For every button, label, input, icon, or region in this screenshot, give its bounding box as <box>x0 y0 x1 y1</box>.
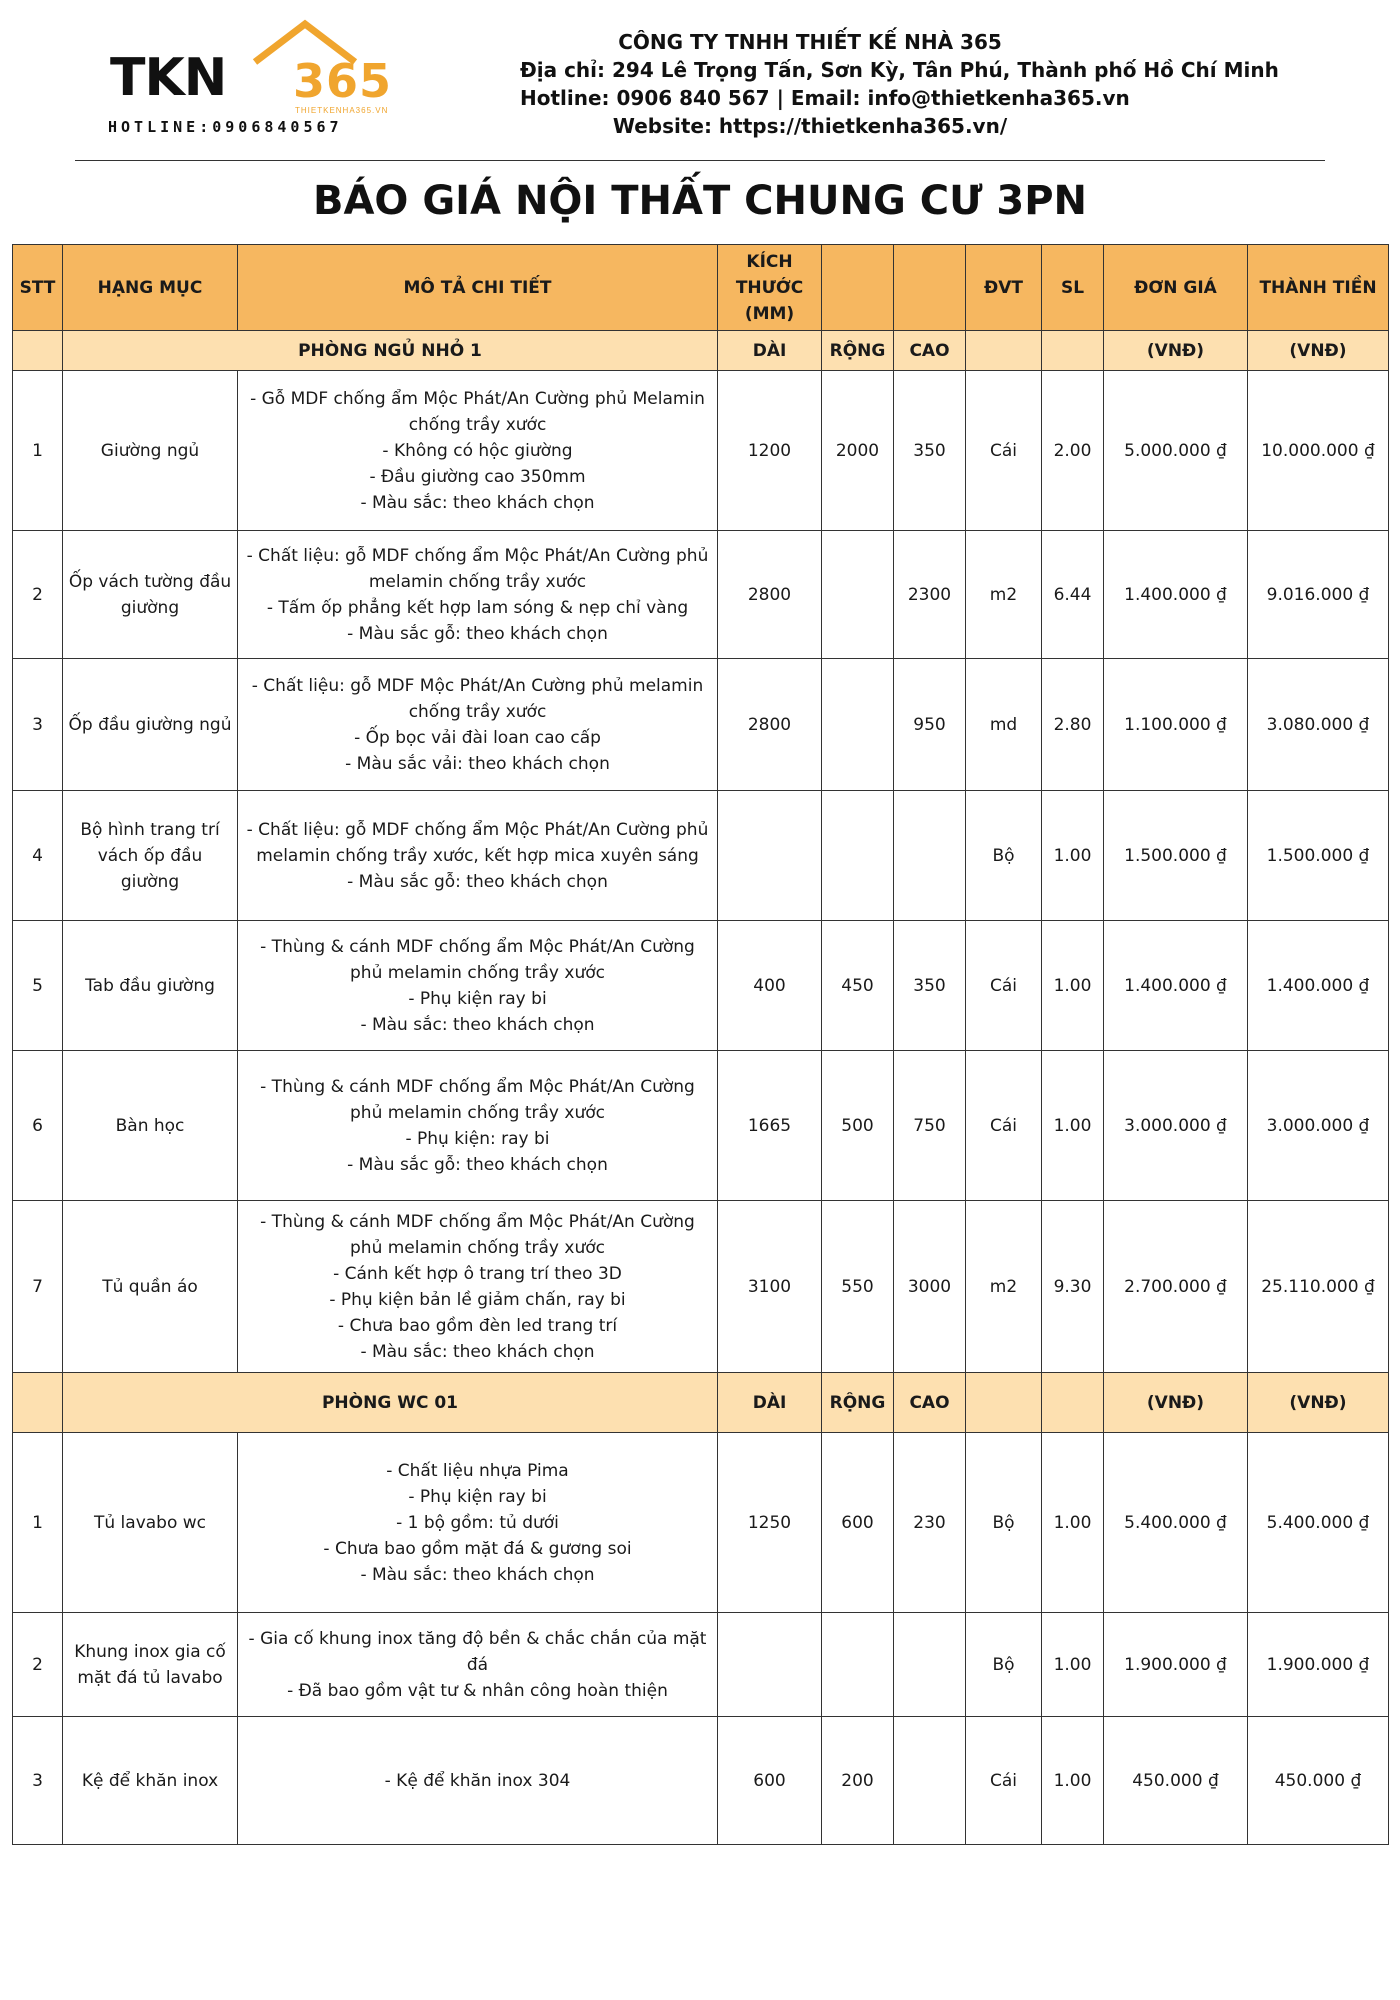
section-currency-total: (VNĐ) <box>1248 1373 1389 1433</box>
header-qty: SL <box>1042 245 1104 331</box>
cell-dai: 2800 <box>718 659 822 791</box>
cell-total: 450.000 ₫ <box>1248 1717 1389 1845</box>
table-row <box>13 659 1389 791</box>
cell-stt: 1 <box>13 371 63 531</box>
cell-total: 1.900.000 ₫ <box>1248 1613 1389 1717</box>
cell-category: Tủ lavabo wc <box>63 1433 238 1613</box>
cell-description: - Kệ để khăn inox 304 <box>238 1717 718 1845</box>
table-row <box>13 1433 1389 1613</box>
cell-category: Bộ hình trang trí vách ốp đầu giường <box>63 791 238 921</box>
cell-total: 25.110.000 ₫ <box>1248 1201 1389 1373</box>
document-title: BÁO GIÁ NỘI THẤT CHUNG CƯ 3PN <box>312 178 1088 224</box>
company-website[interactable]: Website: https://thietkenha365.vn/ <box>612 114 1008 138</box>
cell-stt: 3 <box>13 659 63 791</box>
cell-category: Kệ để khăn inox <box>63 1717 238 1845</box>
header-divider <box>75 160 1325 161</box>
section-dai: DÀI <box>718 1373 822 1433</box>
cell-qty: 2.80 <box>1042 659 1104 791</box>
cell-qty: 2.00 <box>1042 371 1104 531</box>
section-blank-cell <box>1042 1373 1104 1433</box>
header-blank-2 <box>894 245 966 331</box>
cell-rong: 600 <box>822 1433 894 1613</box>
cell-stt: 2 <box>13 531 63 659</box>
cell-unit: Bộ <box>966 791 1042 921</box>
cell-dai: 1665 <box>718 1051 822 1201</box>
cell-rong <box>822 1613 894 1717</box>
company-address: Địa chỉ: 294 Lê Trọng Tấn, Sơn Kỳ, Tân Phú, Thành phố Hồ Chí Minh <box>520 58 1279 82</box>
cell-price: 3.000.000 ₫ <box>1104 1051 1248 1201</box>
cell-total: 10.000.000 ₫ <box>1248 371 1389 531</box>
section-blank-cell <box>966 331 1042 371</box>
company-contact: Hotline: 0906 840 567 | Email: info@thietkenha365.vn <box>520 86 1130 110</box>
cell-cao: 3000 <box>894 1201 966 1373</box>
section-header-row <box>13 331 1389 371</box>
section-blank-cell <box>966 1373 1042 1433</box>
cell-price: 1.400.000 ₫ <box>1104 921 1248 1051</box>
table-row <box>13 921 1389 1051</box>
table-row <box>13 1201 1389 1373</box>
cell-stt: 4 <box>13 791 63 921</box>
cell-category: Ốp vách tường đầu giường <box>63 531 238 659</box>
cell-rong: 200 <box>822 1717 894 1845</box>
cell-price: 1.900.000 ₫ <box>1104 1613 1248 1717</box>
cell-description: - Chất liệu: gỗ MDF Mộc Phát/An Cường phủ melamin chống trầy xước - Ốp bọc vải đài loan cao cấp - Màu sắc vải: theo khách chọn <box>238 659 718 791</box>
cell-cao: 230 <box>894 1433 966 1613</box>
cell-total: 1.500.000 ₫ <box>1248 791 1389 921</box>
cell-price: 450.000 ₫ <box>1104 1717 1248 1845</box>
cell-cao: 2300 <box>894 531 966 659</box>
cell-cao <box>894 1717 966 1845</box>
section-rong: RỘNG <box>822 331 894 371</box>
cell-description: - Gỗ MDF chống ẩm Mộc Phát/An Cường phủ Melamin chống trầy xước - Không có hộc giường - Đầu giường cao 350mm - Màu sắc: theo khách chọn <box>238 371 718 531</box>
cell-stt: 6 <box>13 1051 63 1201</box>
header-stt: STT <box>13 245 63 331</box>
section-currency-price: (VNĐ) <box>1104 1373 1248 1433</box>
cell-unit: Bộ <box>966 1433 1042 1613</box>
cell-total: 1.400.000 ₫ <box>1248 921 1389 1051</box>
cell-dai <box>718 791 822 921</box>
cell-dai <box>718 1613 822 1717</box>
cell-category: Tab đầu giường <box>63 921 238 1051</box>
section-dai: DÀI <box>718 331 822 371</box>
section-currency-price: (VNĐ) <box>1104 331 1248 371</box>
cell-qty: 1.00 <box>1042 1717 1104 1845</box>
cell-unit: m2 <box>966 531 1042 659</box>
section-cao: CAO <box>894 331 966 371</box>
section-currency-total: (VNĐ) <box>1248 331 1389 371</box>
table-row <box>13 531 1389 659</box>
cell-description: - Chất liệu: gỗ MDF chống ẩm Mộc Phát/An Cường phủ melamin chống trầy xước, kết hợp mica xuyên sáng - Màu sắc gỗ: theo khách chọn <box>238 791 718 921</box>
cell-price: 1.500.000 ₫ <box>1104 791 1248 921</box>
cell-description: - Thùng & cánh MDF chống ẩm Mộc Phát/An Cường phủ melamin chống trầy xước - Phụ kiện ray bi - Màu sắc: theo khách chọn <box>238 921 718 1051</box>
cell-unit: Cái <box>966 921 1042 1051</box>
cell-description: - Thùng & cánh MDF chống ẩm Mộc Phát/An Cường phủ melamin chống trầy xước - Cánh kết hợp ô trang trí theo 3D - Phụ kiện bản lề giảm chấn, ray bi - Chưa bao gồm đèn led trang trí - Màu sắc: theo khách chọn <box>238 1201 718 1373</box>
cell-rong: 500 <box>822 1051 894 1201</box>
header-unit: ĐVT <box>966 245 1042 331</box>
cell-rong <box>822 791 894 921</box>
cell-price: 2.700.000 ₫ <box>1104 1201 1248 1373</box>
cell-stt: 1 <box>13 1433 63 1613</box>
table-row <box>13 1051 1389 1201</box>
cell-category: Ốp đầu giường ngủ <box>63 659 238 791</box>
cell-category: Khung inox gia cố mặt đá tủ lavabo <box>63 1613 238 1717</box>
cell-qty: 1.00 <box>1042 1613 1104 1717</box>
company-logo <box>105 18 405 138</box>
cell-qty: 1.00 <box>1042 1433 1104 1613</box>
section-name: PHÒNG NGỦ NHỎ 1 <box>63 331 718 371</box>
table-row <box>13 1717 1389 1845</box>
table-row <box>13 1613 1389 1717</box>
company-name: CÔNG TY TNHH THIẾT KẾ NHÀ 365 <box>618 30 1002 54</box>
cell-cao <box>894 1613 966 1717</box>
cell-dai: 2800 <box>718 531 822 659</box>
cell-dai: 600 <box>718 1717 822 1845</box>
cell-cao: 350 <box>894 371 966 531</box>
section-rong: RỘNG <box>822 1373 894 1433</box>
section-cao: CAO <box>894 1373 966 1433</box>
table-row <box>13 791 1389 921</box>
cell-rong <box>822 531 894 659</box>
cell-stt: 5 <box>13 921 63 1051</box>
cell-total: 3.000.000 ₫ <box>1248 1051 1389 1201</box>
cell-cao <box>894 791 966 921</box>
cell-total: 5.400.000 ₫ <box>1248 1433 1389 1613</box>
logo-hotline: HOTLINE:0906840567 <box>108 118 343 136</box>
cell-unit: Cái <box>966 371 1042 531</box>
header-blank-1 <box>822 245 894 331</box>
cell-unit: md <box>966 659 1042 791</box>
header-total: THÀNH TIỀN <box>1248 245 1389 331</box>
cell-dai: 400 <box>718 921 822 1051</box>
header-size: KÍCH THƯỚC (MM) <box>718 245 822 331</box>
cell-price: 1.100.000 ₫ <box>1104 659 1248 791</box>
cell-cao: 350 <box>894 921 966 1051</box>
header-unit-price: ĐƠN GIÁ <box>1104 245 1248 331</box>
cell-qty: 1.00 <box>1042 1051 1104 1201</box>
cell-unit: Cái <box>966 1051 1042 1201</box>
cell-category: Tủ quần áo <box>63 1201 238 1373</box>
cell-price: 1.400.000 ₫ <box>1104 531 1248 659</box>
cell-unit: Cái <box>966 1717 1042 1845</box>
cell-rong: 2000 <box>822 371 894 531</box>
logo-word: TKN <box>110 48 227 108</box>
section-blank-cell <box>13 1373 63 1433</box>
logo-subtext: THIETKENHA365.VN <box>295 106 389 115</box>
cell-unit: Bộ <box>966 1613 1042 1717</box>
cell-rong: 450 <box>822 921 894 1051</box>
section-name: PHÒNG WC 01 <box>63 1373 718 1433</box>
header-description: MÔ TẢ CHI TIẾT <box>238 245 718 331</box>
cell-total: 3.080.000 ₫ <box>1248 659 1389 791</box>
section-header-row <box>13 1373 1389 1433</box>
cell-rong: 550 <box>822 1201 894 1373</box>
section-blank-cell <box>13 331 63 371</box>
table-header-row <box>13 245 1389 331</box>
cell-stt: 2 <box>13 1613 63 1717</box>
cell-qty: 6.44 <box>1042 531 1104 659</box>
cell-category: Giường ngủ <box>63 371 238 531</box>
cell-price: 5.000.000 ₫ <box>1104 371 1248 531</box>
quote-table <box>12 244 1389 1845</box>
cell-description: - Chất liệu: gỗ MDF chống ẩm Mộc Phát/An Cường phủ melamin chống trầy xước - Tấm ốp phẳng kết hợp lam sóng & nẹp chỉ vàng - Màu sắc gỗ: theo khách chọn <box>238 531 718 659</box>
cell-description: - Chất liệu nhựa Pima - Phụ kiện ray bi - 1 bộ gồm: tủ dưới - Chưa bao gồm mặt đá & gương soi - Màu sắc: theo khách chọn <box>238 1433 718 1613</box>
cell-description: - Thùng & cánh MDF chống ẩm Mộc Phát/An Cường phủ melamin chống trầy xước - Phụ kiện: ray bi - Màu sắc gỗ: theo khách chọn <box>238 1051 718 1201</box>
logo-number: 365 <box>293 54 393 108</box>
table-body <box>13 331 1389 1845</box>
table-row <box>13 371 1389 531</box>
cell-stt: 7 <box>13 1201 63 1373</box>
cell-qty: 9.30 <box>1042 1201 1104 1373</box>
cell-category: Bàn học <box>63 1051 238 1201</box>
cell-cao: 750 <box>894 1051 966 1201</box>
cell-qty: 1.00 <box>1042 921 1104 1051</box>
section-blank-cell <box>1042 331 1104 371</box>
cell-cao: 950 <box>894 659 966 791</box>
cell-rong <box>822 659 894 791</box>
header-category: HẠNG MỤC <box>63 245 238 331</box>
cell-dai: 1250 <box>718 1433 822 1613</box>
cell-dai: 3100 <box>718 1201 822 1373</box>
cell-total: 9.016.000 ₫ <box>1248 531 1389 659</box>
cell-qty: 1.00 <box>1042 791 1104 921</box>
cell-dai: 1200 <box>718 371 822 531</box>
cell-price: 5.400.000 ₫ <box>1104 1433 1248 1613</box>
company-info <box>520 28 1279 140</box>
cell-stt: 3 <box>13 1717 63 1845</box>
cell-unit: m2 <box>966 1201 1042 1373</box>
cell-description: - Gia cố khung inox tăng độ bền & chắc chắn của mặt đá - Đã bao gồm vật tư & nhân công hoàn thiện <box>238 1613 718 1717</box>
